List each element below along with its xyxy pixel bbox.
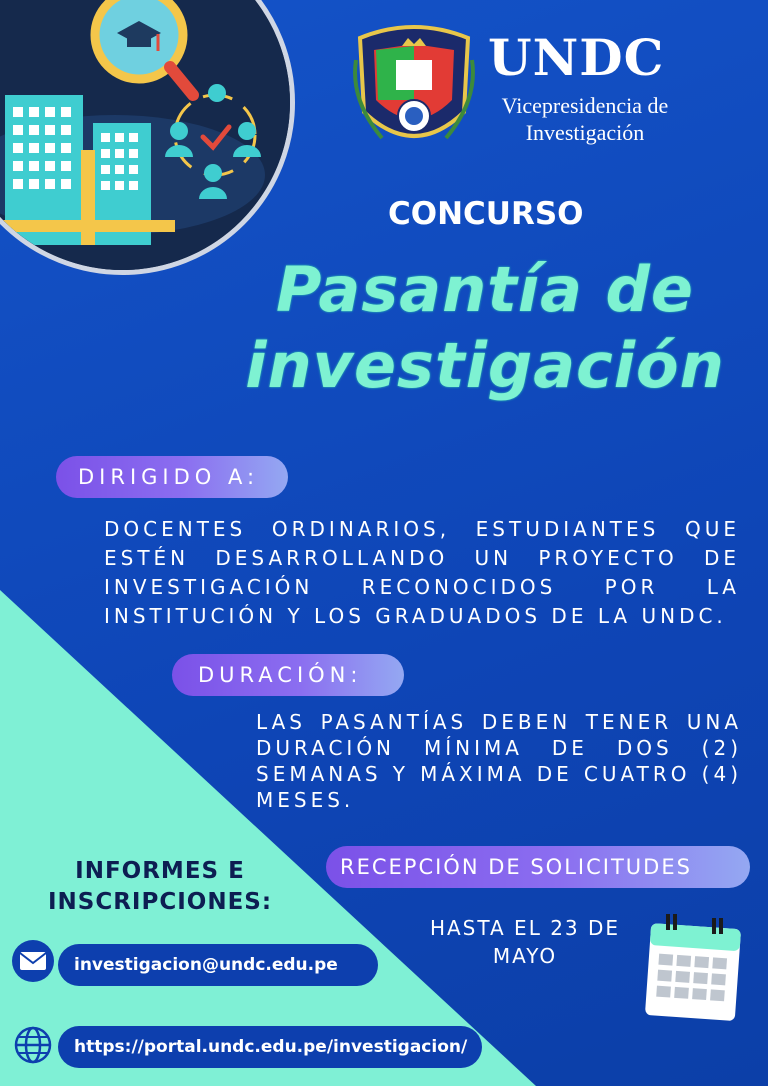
website-link[interactable]: https://portal.undc.edu.pe/investigacion/: [58, 1026, 482, 1068]
deadline-line1: HASTA EL 23 DE: [429, 916, 621, 940]
dirigido-label: DIRIGIDO A:: [56, 456, 288, 498]
email-link[interactable]: investigacion@undc.edu.pe: [58, 944, 378, 986]
contact-heading: [36, 856, 284, 918]
dirigido-text: DOCENTES ORDINARIOS, ESTUDIANTES QUE ESTÉN DESARROLLANDO UN PROYECTO DE INVESTIGACIÓN RECONOCIDOS POR LA INSTITUCIÓN Y LOS GRADUADOS DE LA UNDC.: [104, 517, 740, 628]
duracion-label: DURACIÓN:: [172, 654, 404, 696]
main-title-line2: investigación: [245, 329, 725, 402]
main-title-line1: Pasantía de: [276, 253, 694, 326]
brand-subtitle-line1: Vicepresidencia de: [501, 93, 669, 118]
mail-icon: [12, 940, 54, 982]
brand-title: UNDC: [488, 28, 665, 87]
hero-illustration: [0, 0, 295, 275]
university-crest-logo: [352, 20, 476, 160]
recepcion-label: RECEPCIÓN DE SOLICITUDES: [326, 846, 750, 888]
contact-heading-line2: INSCRIPCIONES:: [47, 889, 273, 915]
deadline-line2: MAYO: [492, 944, 558, 968]
brand-subtitle: [480, 92, 690, 146]
headline-kicker: CONCURSO: [388, 196, 584, 232]
main-title: [205, 252, 765, 404]
contact-heading-line1: INFORMES E: [75, 858, 245, 884]
brand-subtitle-line2: Investigación: [525, 120, 645, 145]
calendar-icon: [640, 912, 744, 1022]
globe-icon: [12, 1024, 54, 1066]
duracion-text: LAS PASANTÍAS DEBEN TENER UNA DURACIÓN MÍNIMA DE DOS (2) SEMANAS Y MÁXIMA DE CUATRO (4) MESES.: [256, 710, 742, 812]
deadline-text: [408, 914, 642, 970]
